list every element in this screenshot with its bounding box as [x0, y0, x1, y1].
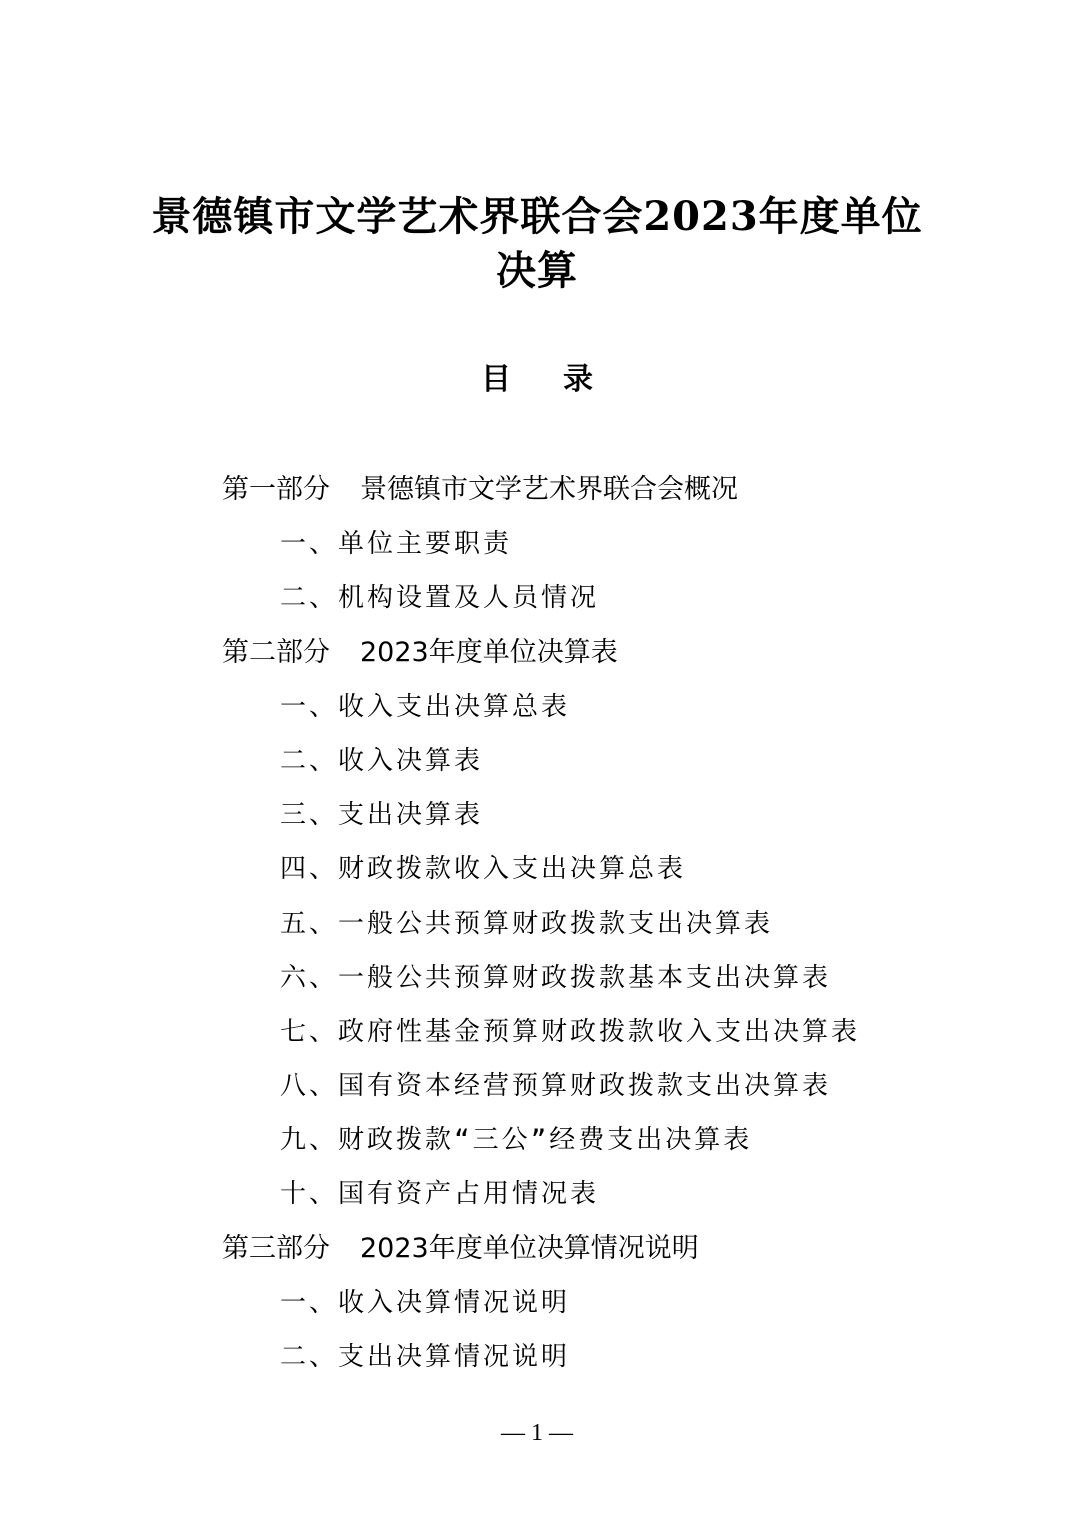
- toc-part-number: 第二部分: [222, 636, 330, 668]
- toc-item[interactable]: 四、财政拨款收入支出决算总表: [280, 854, 687, 885]
- page-number: — 1 —: [501, 1420, 573, 1446]
- toc-part-number: 第三部分: [222, 1232, 330, 1264]
- document-title-line-2: 决算: [496, 247, 578, 294]
- toc-item[interactable]: 十、国有资产占用情况表: [280, 1179, 600, 1210]
- toc-item[interactable]: 一、收入决算情况说明: [280, 1287, 571, 1318]
- table-of-contents: [222, 468, 922, 1389]
- toc-item[interactable]: 三、支出决算表: [280, 800, 484, 831]
- toc-part-2[interactable]: [222, 631, 922, 685]
- toc-item[interactable]: 二、收入决算表: [280, 745, 484, 776]
- toc-item[interactable]: 七、政府性基金预算财政拨款收入支出决算表: [280, 1016, 861, 1047]
- toc-item[interactable]: 二、支出决算情况说明: [280, 1342, 571, 1372]
- toc-item[interactable]: 五、一般公共预算财政拨款支出决算表: [280, 908, 774, 939]
- document-title-line-1: 景德镇市文学艺术界联合会2023年度单位: [151, 193, 923, 240]
- toc-item[interactable]: 九、财政拨款“三公”经费支出决算表: [280, 1125, 753, 1156]
- toc-part-number: 第一部分: [222, 474, 330, 505]
- toc-part-title: 2023年度单位决算表: [360, 636, 618, 668]
- toc-part-3[interactable]: [222, 1227, 922, 1281]
- toc-part-title: 景德镇市文学艺术界联合会概况: [360, 474, 738, 505]
- toc-item[interactable]: 一、收入支出决算总表: [280, 691, 571, 722]
- toc-item[interactable]: 六、一般公共预算财政拨款基本支出决算表: [280, 962, 832, 993]
- toc-item[interactable]: 八、国有资本经营预算财政拨款支出决算表: [280, 1071, 832, 1102]
- toc-heading: 目录: [481, 362, 645, 397]
- toc-item[interactable]: 二、机构设置及人员情况: [280, 583, 600, 614]
- toc-item[interactable]: 一、单位主要职责: [280, 529, 513, 560]
- toc-part-1[interactable]: [222, 468, 922, 522]
- toc-part-title: 2023年度单位决算情况说明: [360, 1232, 699, 1264]
